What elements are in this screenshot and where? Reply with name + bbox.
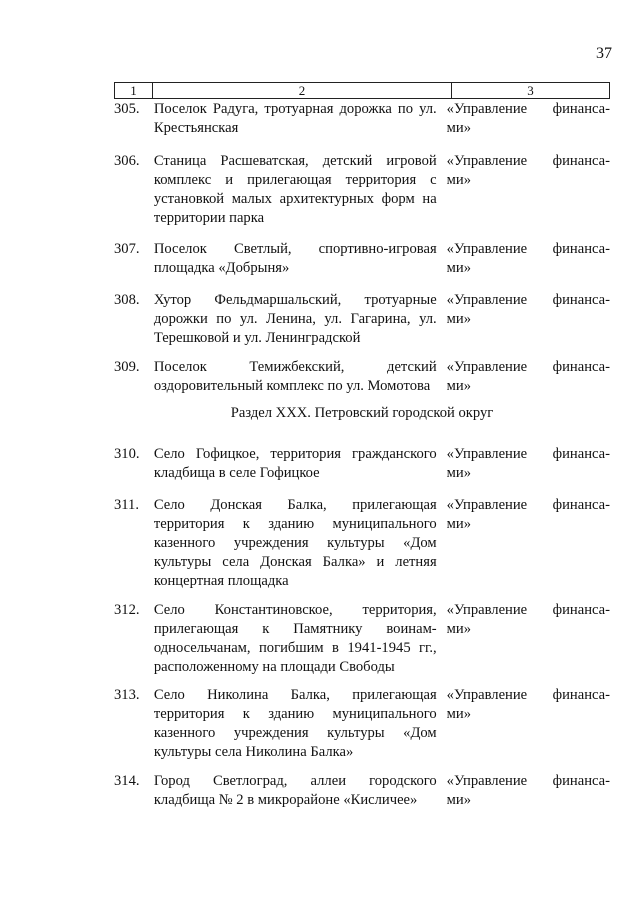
responsible-part-c: ми» (446, 260, 472, 276)
table-row (114, 291, 610, 348)
table-row (114, 496, 610, 591)
table-row (114, 772, 610, 810)
page-number: 37 (596, 45, 612, 62)
row-number: 310. (114, 446, 140, 462)
row-number: 305. (114, 101, 140, 117)
responsible-part-c: ми» (446, 311, 472, 327)
row-responsible (447, 601, 610, 677)
responsible-part-a: «Управление (446, 602, 528, 618)
responsible-part-b: финанса- (552, 101, 610, 117)
row-description: Хутор Фельдмаршальский, тротуарные дорожки по ул. Ленина, ул. Гагарина, ул. Терешковой и ул. Ленинградской (153, 292, 437, 346)
column-header-3: 3 (527, 83, 534, 98)
responsible-part-b: финанса- (552, 773, 610, 789)
column-header-1: 1 (115, 83, 153, 98)
row-number: 311. (114, 497, 139, 513)
row-description: Село Донская Балка, прилегающая территория к зданию муниципального казенного учреждения культуры «Дом культуры села Донская Балка» и летняя концертная площадка (153, 497, 437, 589)
responsible-part-a: «Управление (446, 773, 528, 789)
row-responsible (447, 358, 610, 396)
row-description: Станица Расшеватская, детский игровой комплекс и прилегающая территория с установкой малых архитектурных форм на территории парка (153, 153, 437, 226)
responsible-part-a: «Управление (446, 359, 528, 375)
responsible-part-b: финанса- (552, 602, 610, 618)
row-description: Поселок Радуга, тротуарная дорожка по ул. Крестьянская (153, 101, 437, 136)
responsible-part-c: ми» (446, 172, 472, 188)
row-description: Село Константиновское, территория, прилегающая к Памятнику воинам-односельчанам, погибшим в 1941-1945 гг., расположенному на площади Свободы (153, 602, 437, 675)
row-responsible (447, 152, 610, 228)
table-row (114, 100, 610, 138)
responsible-part-b: финанса- (552, 497, 610, 513)
responsible-part-a: «Управление (446, 101, 528, 117)
responsible-part-b: финанса- (552, 241, 610, 257)
row-responsible (447, 772, 610, 810)
responsible-part-b: финанса- (552, 359, 610, 375)
row-description: Поселок Светлый, спортивно-игровая площадка «Добрыня» (153, 241, 437, 276)
table-row (114, 445, 610, 483)
responsible-part-c: ми» (446, 516, 472, 532)
row-number: 306. (114, 153, 140, 169)
table-row (114, 240, 610, 278)
responsible-part-c: ми» (446, 792, 472, 808)
row-number: 309. (114, 359, 140, 375)
responsible-part-b: финанса- (552, 292, 610, 308)
row-description: Село Николина Балка, прилегающая территория к зданию муниципального казенного учреждения культуры «Дом культуры села Николина Балка» (153, 687, 437, 760)
row-number: 307. (114, 241, 140, 257)
responsible-part-b: финанса- (552, 153, 610, 169)
row-responsible (447, 686, 610, 762)
table-row (114, 686, 610, 762)
responsible-part-b: финанса- (552, 446, 610, 462)
responsible-part-b: финанса- (552, 687, 610, 703)
responsible-part-a: «Управление (446, 153, 528, 169)
row-responsible (447, 100, 610, 138)
row-number: 313. (114, 687, 140, 703)
responsible-part-a: «Управление (446, 497, 528, 513)
responsible-part-c: ми» (446, 378, 472, 394)
table-row (114, 601, 610, 677)
responsible-part-c: ми» (446, 706, 472, 722)
row-responsible (447, 291, 610, 348)
row-description: Село Гофицкое, территория гражданского кладбища в селе Гофицкое (153, 446, 437, 481)
responsible-part-c: ми» (446, 621, 472, 637)
responsible-part-a: «Управление (446, 292, 528, 308)
row-responsible (447, 240, 610, 278)
row-responsible (447, 496, 610, 591)
row-number: 314. (114, 773, 140, 789)
responsible-part-a: «Управление (446, 241, 528, 257)
row-responsible (447, 445, 610, 483)
responsible-part-c: ми» (446, 465, 472, 481)
table-header-row (114, 82, 610, 99)
responsible-part-a: «Управление (446, 687, 528, 703)
table-row (114, 152, 610, 228)
section-heading: Раздел XXX. Петровский городской округ (230, 405, 494, 421)
row-description: Город Светлоград, аллеи городского кладбища № 2 в микрорайоне «Кисличее» (153, 773, 437, 808)
row-description: Поселок Темижбекский, детский оздоровительный комплекс по ул. Момотова (153, 359, 437, 394)
column-header-2: 2 (153, 83, 452, 98)
responsible-part-a: «Управление (446, 446, 528, 462)
row-number: 308. (114, 292, 140, 308)
responsible-part-c: ми» (446, 120, 472, 136)
table-row (114, 358, 610, 396)
row-number: 312. (114, 602, 140, 618)
